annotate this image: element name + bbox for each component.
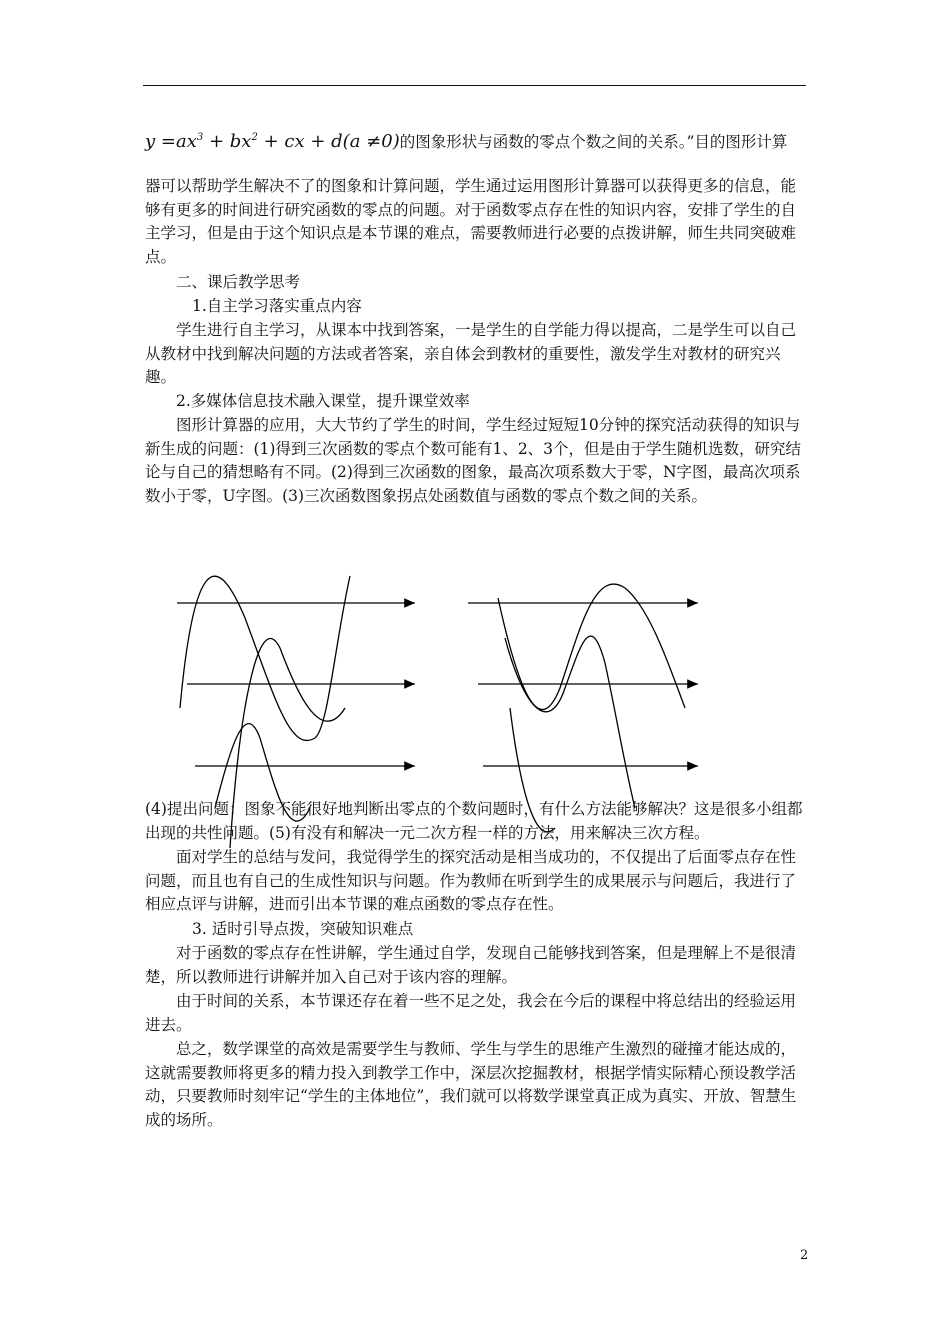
paragraph-4: (4)提出问题：图象不能很好地判断出零点的个数问题时，有什么方法能够解决？这是很多小组都出现的共性问题。(5)有没有和解决一元二次方程一样的方法，用来解决三次方程。 bbox=[145, 800, 803, 842]
paragraph-6: 对于函数的零点存在性讲解，学生通过自学，发现自己能够找到答案，但是理解上不是很清楚，所以教师进行讲解并加入自己对于该内容的理解。 bbox=[145, 944, 797, 986]
page-number: 2 bbox=[800, 1248, 809, 1263]
paragraph-1-tail-start: 的图象形状与函数的零点个数之间的关系。”目的图形计算 bbox=[399, 133, 788, 151]
subheading-1: 1.自主学习落实重点内容 bbox=[192, 297, 362, 315]
paragraph-1-continued: 器可以帮助学生解决不了的图象和计算问题，学生通过运用图形计算器可以获得更多的信息，能够有更多的时间进行研究函数的零点的问题。对于函数零点存在性的知识内容，安排了学生的自主学习，但是由于这个知识点是本节课的难点，需要教师进行必要的点拨讲解，师生共同突破难点。 bbox=[145, 177, 797, 266]
formula-line bbox=[145, 130, 809, 152]
paragraph-2: 学生进行自主学习，从课本中找到答案，一是学生的自学能力得以提高，二是学生可以自己从教材中找到解决问题的方法或者答案，亲自体会到教材的重要性，激发学生对教材的研究兴趣。 bbox=[145, 321, 797, 387]
header-rule bbox=[143, 85, 806, 86]
section-heading-2: 二、课后教学思考 bbox=[176, 273, 301, 291]
paragraph-5: 面对学生的总结与发问，我觉得学生的探究活动是相当成功的，不仅提出了后面零点存在性问题，而且也有自己的生成性知识与问题。作为教师在听到学生的成果展示与问题后，我进行了相应点评与讲解，进而引出本节课的难点函数的零点存在性。 bbox=[145, 848, 797, 914]
paragraph-7: 由于时间的关系，本节课还存在着一些不足之处，我会在今后的课程中将总结出的经验运用进去。 bbox=[145, 992, 797, 1034]
left-curve-1 bbox=[180, 576, 350, 740]
subheading-2: 2.多媒体信息技术融入课堂，提升课堂效率 bbox=[176, 392, 470, 410]
subheading-3: 3. 适时引导点拨，突破知识难点 bbox=[192, 920, 414, 938]
cubic-formula: $y =ax^3 + bx^2$ + cx + d(a ≠0) bbox=[145, 131, 400, 152]
paragraph-8: 总之，数学课堂的高效是需要学生与教师、学生与学生的思维产生激烈的碰撞才能达成的，这就需要教师将更多的精力投入到教学工作中，深层次挖掘教材，根据学情实际精心预设教学活动，只要教师时刻牢记“学生的主体地位”，我们就可以将数学课堂真正成为真实、开放、智慧生成的场所。 bbox=[145, 1040, 797, 1129]
right-curve-2 bbox=[505, 636, 635, 808]
paragraph-3: 图形计算器的应用，大大节约了学生的时间，学生经过短短10分钟的探究活动获得的知识与新生成的问题：(1)得到三次函数的零点个数可能有1、2、3个，但是由于学生随机选数，研究结论与自己的猜想略有不同。(2)得到三次函数的图象，最高次项系数大于零，N字图，最高次项系数小于零，U字图。(3)三次函数图象拐点处函数值与函数的零点个数之间的关系。 bbox=[145, 416, 802, 505]
